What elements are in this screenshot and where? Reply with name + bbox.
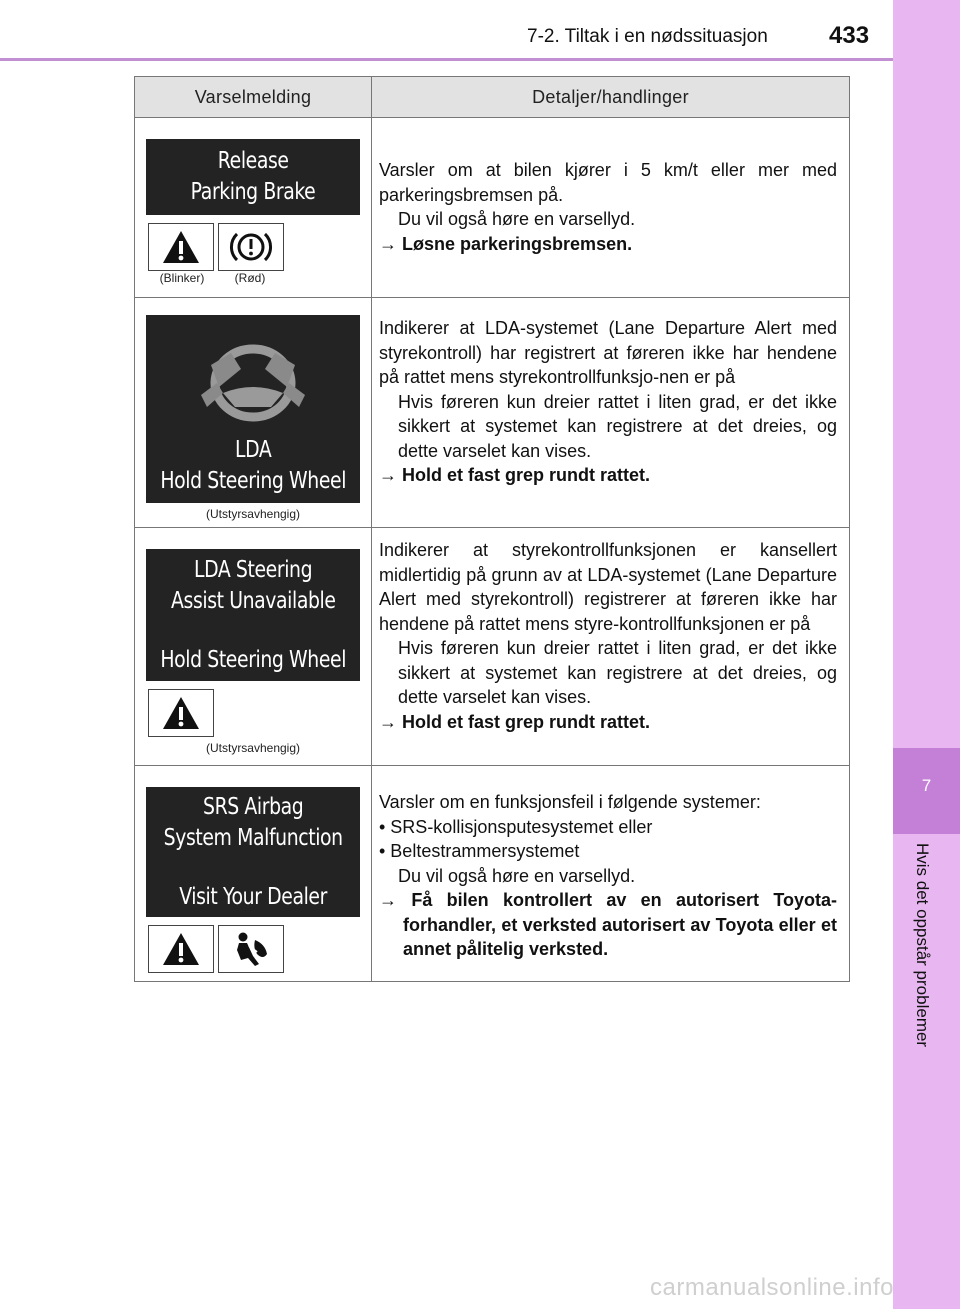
- table-row: [135, 298, 850, 528]
- table-row: [135, 766, 850, 982]
- message-cell: [135, 118, 372, 298]
- chapter-number-box: [893, 748, 960, 834]
- description-text: Varsler om at bilen kjører i 5 km/t eller mer med parkeringsbremsen på.: [379, 160, 837, 205]
- header-rule: [0, 58, 893, 61]
- action-text: → Få bilen kontrollert av en autorisert Toyota-forhandler, et verksted autorisert av Toyota eller et annet pålitelig verksted.: [379, 890, 837, 959]
- message-line: Parking Brake: [190, 179, 316, 205]
- description-text: Varsler om en funksjonsfeil i følgende systemer:: [379, 792, 761, 812]
- availability-caption: (Utstyrsavhengig): [205, 741, 301, 755]
- warning-triangle-icon: [148, 223, 214, 271]
- description-text: Indikerer at LDA-systemet (Lane Departure Alert med styrekontroll) har registrert at føreren ikke har hendene på rattet mens styrekontrollfunksjo-nen er på: [379, 318, 837, 387]
- note-text: Du vil også høre en varsellyd.: [398, 865, 636, 886]
- details-cell: [372, 766, 850, 982]
- note-text: Du vil også høre en varsellyd.: [398, 209, 636, 229]
- brake-warning-icon: [218, 223, 284, 271]
- icon-caption: (Rød): [234, 271, 266, 285]
- message-line: Assist Unavailable: [170, 587, 336, 614]
- message-line: LDA: [234, 437, 272, 463]
- message-cell: [135, 766, 372, 982]
- message-cell: [135, 298, 372, 528]
- airbag-warning-icon: [218, 925, 284, 973]
- header-warning-message: Varselmelding: [135, 77, 372, 118]
- chapter-side-tab: [893, 0, 960, 1309]
- message-display: [146, 315, 360, 503]
- warning-triangle-icon: [148, 689, 214, 737]
- action-text: → Løsne parkeringsbremsen.: [379, 233, 633, 254]
- table-row: [135, 118, 850, 298]
- message-display: [146, 139, 360, 215]
- bullet-item: • SRS-kollisjonsputesystemet eller: [379, 816, 653, 837]
- watermark: carmanualsonline.info: [650, 1274, 894, 1301]
- message-cell: [135, 528, 372, 766]
- description-text: Indikerer at styrekontrollfunksjonen er kansellert midlertidig på grunn av at LDA-systemet (Lane Departure Alert med styrekontroll) registrerer at føreren ikke har hendene på rattet mens styre-kontrollfunksjonen er på: [379, 540, 837, 634]
- header-details-actions: Detaljer/handlinger: [372, 77, 850, 118]
- message-display: [146, 549, 360, 681]
- message-line: System Malfunction: [163, 824, 343, 851]
- availability-caption: (Utstyrsavhengig): [205, 507, 301, 521]
- message-line: SRS Airbag: [202, 793, 304, 820]
- chapter-number: 7: [921, 776, 932, 795]
- message-line: LDA Steering: [193, 556, 313, 583]
- action-text: → Hold et fast grep rundt rattet.: [379, 711, 651, 732]
- details-cell: [372, 298, 850, 528]
- details-cell: [372, 528, 850, 766]
- note-text: Hvis føreren kun dreier rattet i liten grad, er det ikke sikkert at systemet kan registrere at det dreies, og dette varselet kan vises.: [398, 391, 837, 461]
- page-number: 433: [829, 22, 870, 49]
- details-cell: [372, 118, 850, 298]
- message-line: Release: [217, 148, 289, 174]
- action-text: → Hold et fast grep rundt rattet.: [379, 465, 651, 485]
- warning-table: [134, 76, 850, 982]
- table-header-row: [135, 77, 850, 118]
- message-line: Visit Your Dealer: [179, 883, 327, 910]
- icon-caption: (Blinker): [159, 271, 205, 285]
- table-row: [135, 528, 850, 766]
- bullet-item: • Beltestrammersystemet: [379, 841, 580, 861]
- message-line: Hold Steering Wheel: [160, 646, 346, 673]
- warning-triangle-icon: [148, 925, 214, 973]
- chapter-label: Hvis det oppstår problemer: [913, 843, 932, 1048]
- message-line: Hold Steering Wheel: [160, 468, 346, 494]
- note-text: Hvis føreren kun dreier rattet i liten grad, er det ikke sikkert at systemet kan registrere at det dreies, og dette varselet kan vises.: [398, 638, 837, 707]
- section-title: 7-2. Tiltak i en nødssituasjon: [527, 26, 768, 47]
- message-display: [146, 787, 360, 917]
- hands-on-steering-wheel-icon: [193, 335, 313, 425]
